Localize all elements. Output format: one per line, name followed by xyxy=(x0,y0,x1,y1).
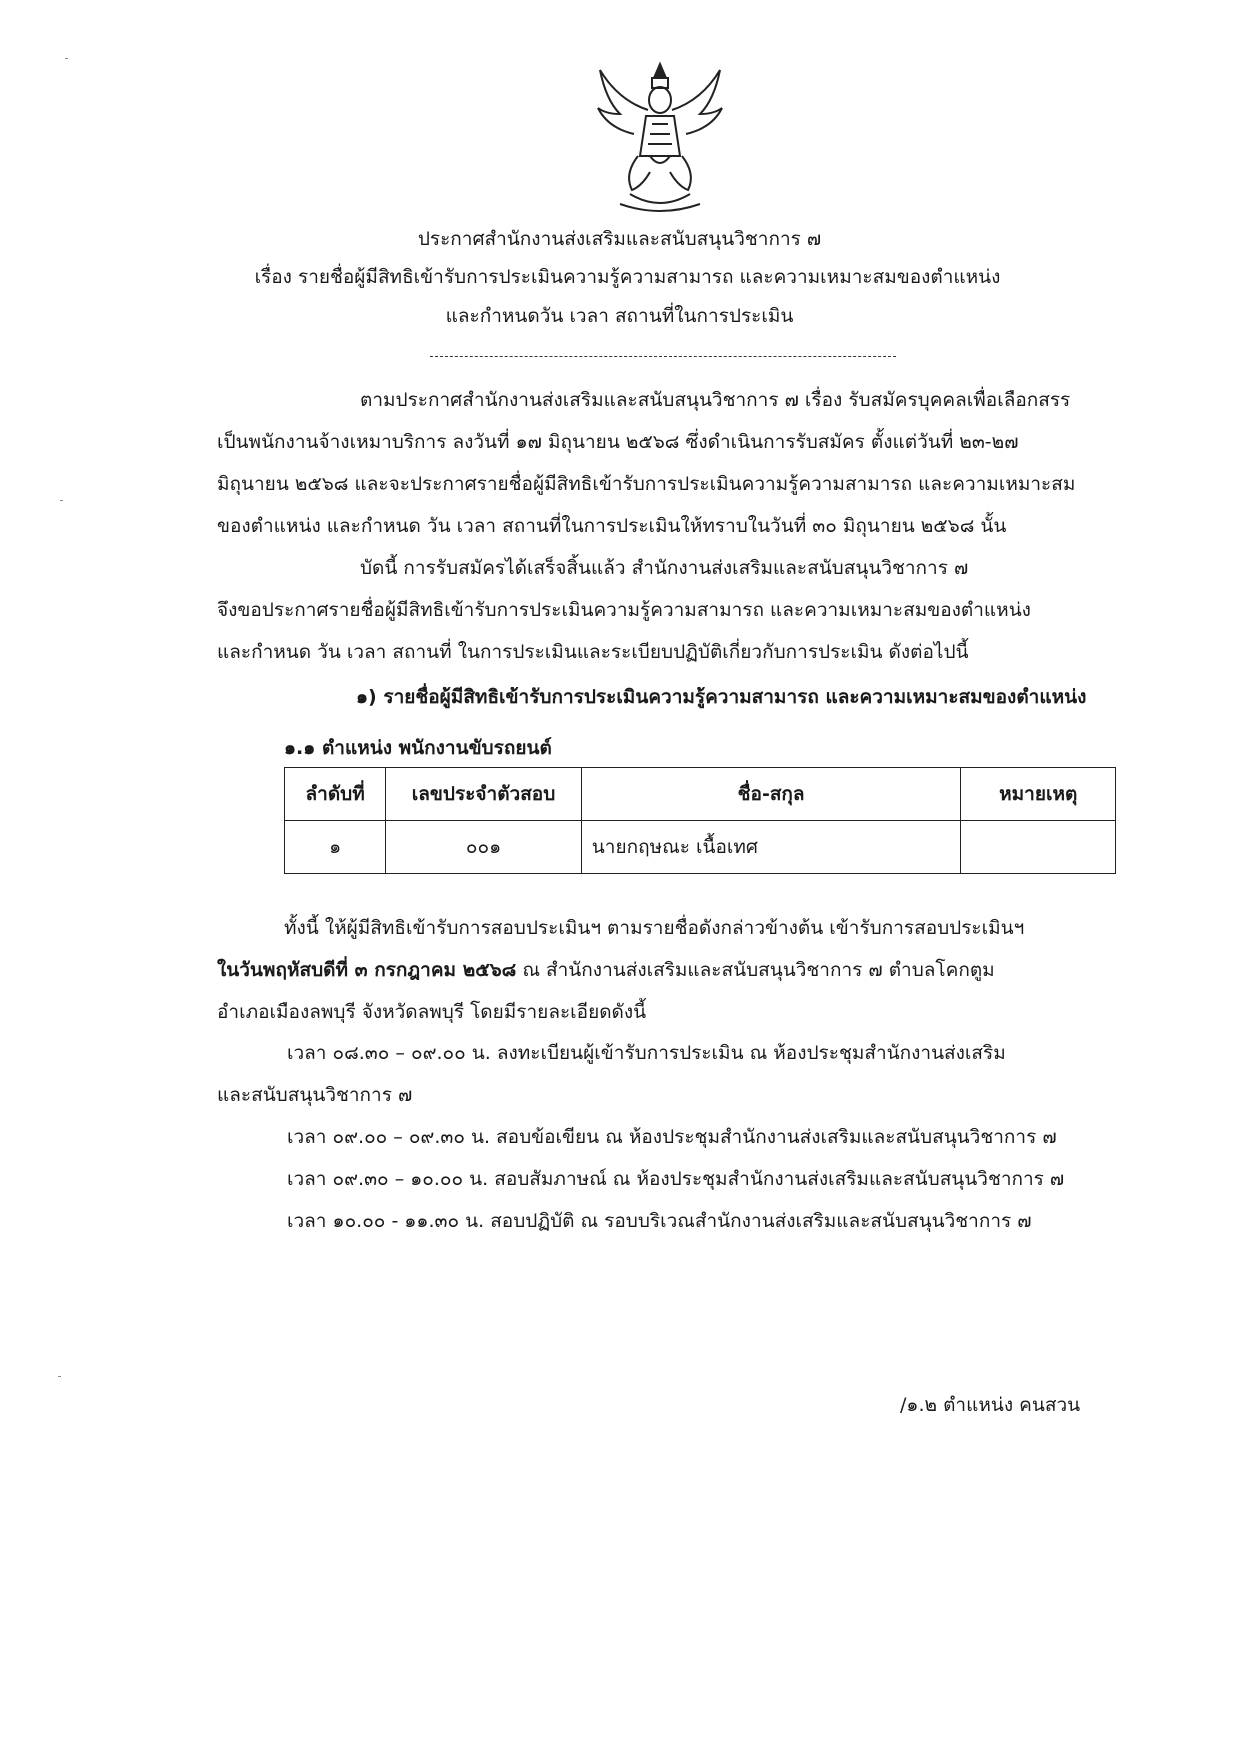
schedule-item-3: เวลา ๐๙.๓๐ – ๑๐.๐๐ น. สอบสัมภาษณ์ ณ ห้องประชุมสำนักงานส่งเสริมและสนับสนุนวิชาการ ๗ xyxy=(287,1168,1065,1190)
cell-name: นายกฤษณะ เนื้อเทศ xyxy=(581,821,961,874)
intro-p1-line2: เป็นพนักงานจ้างเหมาบริการ ลงวันที่ ๑๗ มิถุนายน ๒๕๖๘ ซึ่งดำเนินการรับสมัคร ตั้งแต่วันที่ ๒๓-๒๗ xyxy=(217,431,1019,453)
col-header-exam-id: เลขประจำตัวสอบ xyxy=(386,768,581,821)
cell-exam-id: ๐๐๑ xyxy=(386,821,581,874)
title-divider xyxy=(430,356,896,357)
intro-p1-line3: มิถุนายน ๒๕๖๘ และจะประกาศรายชื่อผู้มีสิทธิเข้ารับการประเมินความรู้ความสามารถ และความเหมาะสม xyxy=(217,473,1076,495)
schedule-p-line3: อำเภอเมืองลพบุรี จังหวัดลพบุรี โดยมีรายละเอียดดังนี้ xyxy=(217,1001,647,1023)
announcement-subject-line2: และกำหนดวัน เวลา สถานที่ในการประเมิน xyxy=(445,305,794,327)
candidate-table xyxy=(284,767,1116,874)
schedule-item-4: เวลา ๑๐.๐๐ - ๑๑.๓๐ น. สอบปฏิบัติ ณ รอบบริเวณสำนักงานส่งเสริมและสนับสนุนวิชาการ ๗ xyxy=(287,1210,1032,1232)
schedule-item-2: เวลา ๐๙.๐๐ – ๐๙.๓๐ น. สอบข้อเขียน ณ ห้องประชุมสำนักงานส่งเสริมและสนับสนุนวิชาการ ๗ xyxy=(287,1126,1057,1148)
garuda-emblem-icon xyxy=(590,58,730,218)
table-row xyxy=(285,821,1116,874)
schedule-p-line1: ทั้งนี้ ให้ผู้มีสิทธิเข้ารับการสอบประเมินฯ ตามรายชื่อดังกล่าวข้างต้น เข้ารับการสอบประเมินฯ xyxy=(284,917,1025,939)
table-header-row xyxy=(285,768,1116,821)
exam-location: ณ สำนักงานส่งเสริมและสนับสนุนวิชาการ ๗ ตำบลโคกตูม xyxy=(516,959,995,981)
schedule-p-line2 xyxy=(217,955,995,985)
col-header-order: ลำดับที่ xyxy=(285,768,386,821)
announcement-title: ประกาศสำนักงานส่งเสริมและสนับสนุนวิชาการ ๗ xyxy=(417,228,822,250)
scan-speck xyxy=(60,500,63,501)
exam-date: ในวันพฤหัสบดีที่ ๓ กรกฎาคม ๒๕๖๘ xyxy=(217,959,517,981)
intro-p2-line3: และกำหนด วัน เวลา สถานที่ ในการประเมินและระเบียบปฏิบัติเกี่ยวกับการประเมิน ดังต่อไปนี้ xyxy=(217,641,969,663)
schedule-item-1-line2: และสนับสนุนวิชาการ ๗ xyxy=(217,1084,413,1106)
col-header-name: ชื่อ-สกุล xyxy=(581,768,961,821)
cell-order: ๑ xyxy=(285,821,386,874)
scan-speck xyxy=(58,1376,61,1377)
intro-p2-line2: จึงขอประกาศรายชื่อผู้มีสิทธิเข้ารับการประเมินความรู้ความสามารถ และความเหมาะสมของตำแหน่ง xyxy=(217,599,1031,621)
section1-heading: ๑) รายชื่อผู้มีสิทธิเข้ารับการประเมินความรู้ความสามารถ และความเหมาะสมของตำแหน่ง xyxy=(356,686,1087,708)
cell-remark xyxy=(961,821,1116,874)
scan-speck xyxy=(65,58,68,59)
intro-p1-line4: ของตำแหน่ง และกำหนด วัน เวลา สถานที่ในการประเมินให้ทราบในวันที่ ๓๐ มิถุนายน ๒๕๖๘ นั้น xyxy=(217,515,1007,537)
intro-p2-line1: บัดนี้ การรับสมัครได้เสร็จสิ้นแล้ว สำนักงานส่งเสริมและสนับสนุนวิชาการ ๗ xyxy=(360,557,969,579)
announcement-subject-line1: เรื่อง รายชื่อผู้มีสิทธิเข้ารับการประเมินความรู้ความสามารถ และความเหมาะสมของตำแหน่ง xyxy=(254,266,1001,288)
schedule-item-1-line1: เวลา ๐๘.๓๐ – ๐๙.๐๐ น. ลงทะเบียนผู้เข้ารับการประเมิน ณ ห้องประชุมสำนักงานส่งเสริม xyxy=(287,1042,1006,1064)
continued-note: /๑.๒ ตำแหน่ง คนสวน xyxy=(900,1394,1081,1416)
intro-p1-line1: ตามประกาศสำนักงานส่งเสริมและสนับสนุนวิชาการ ๗ เรื่อง รับสมัครบุคคลเพื่อเลือกสรร xyxy=(360,389,1071,411)
col-header-remark: หมายเหตุ xyxy=(961,768,1116,821)
section1-subheading: ๑.๑ ตำแหน่ง พนักงานขับรถยนต์ xyxy=(284,737,552,759)
